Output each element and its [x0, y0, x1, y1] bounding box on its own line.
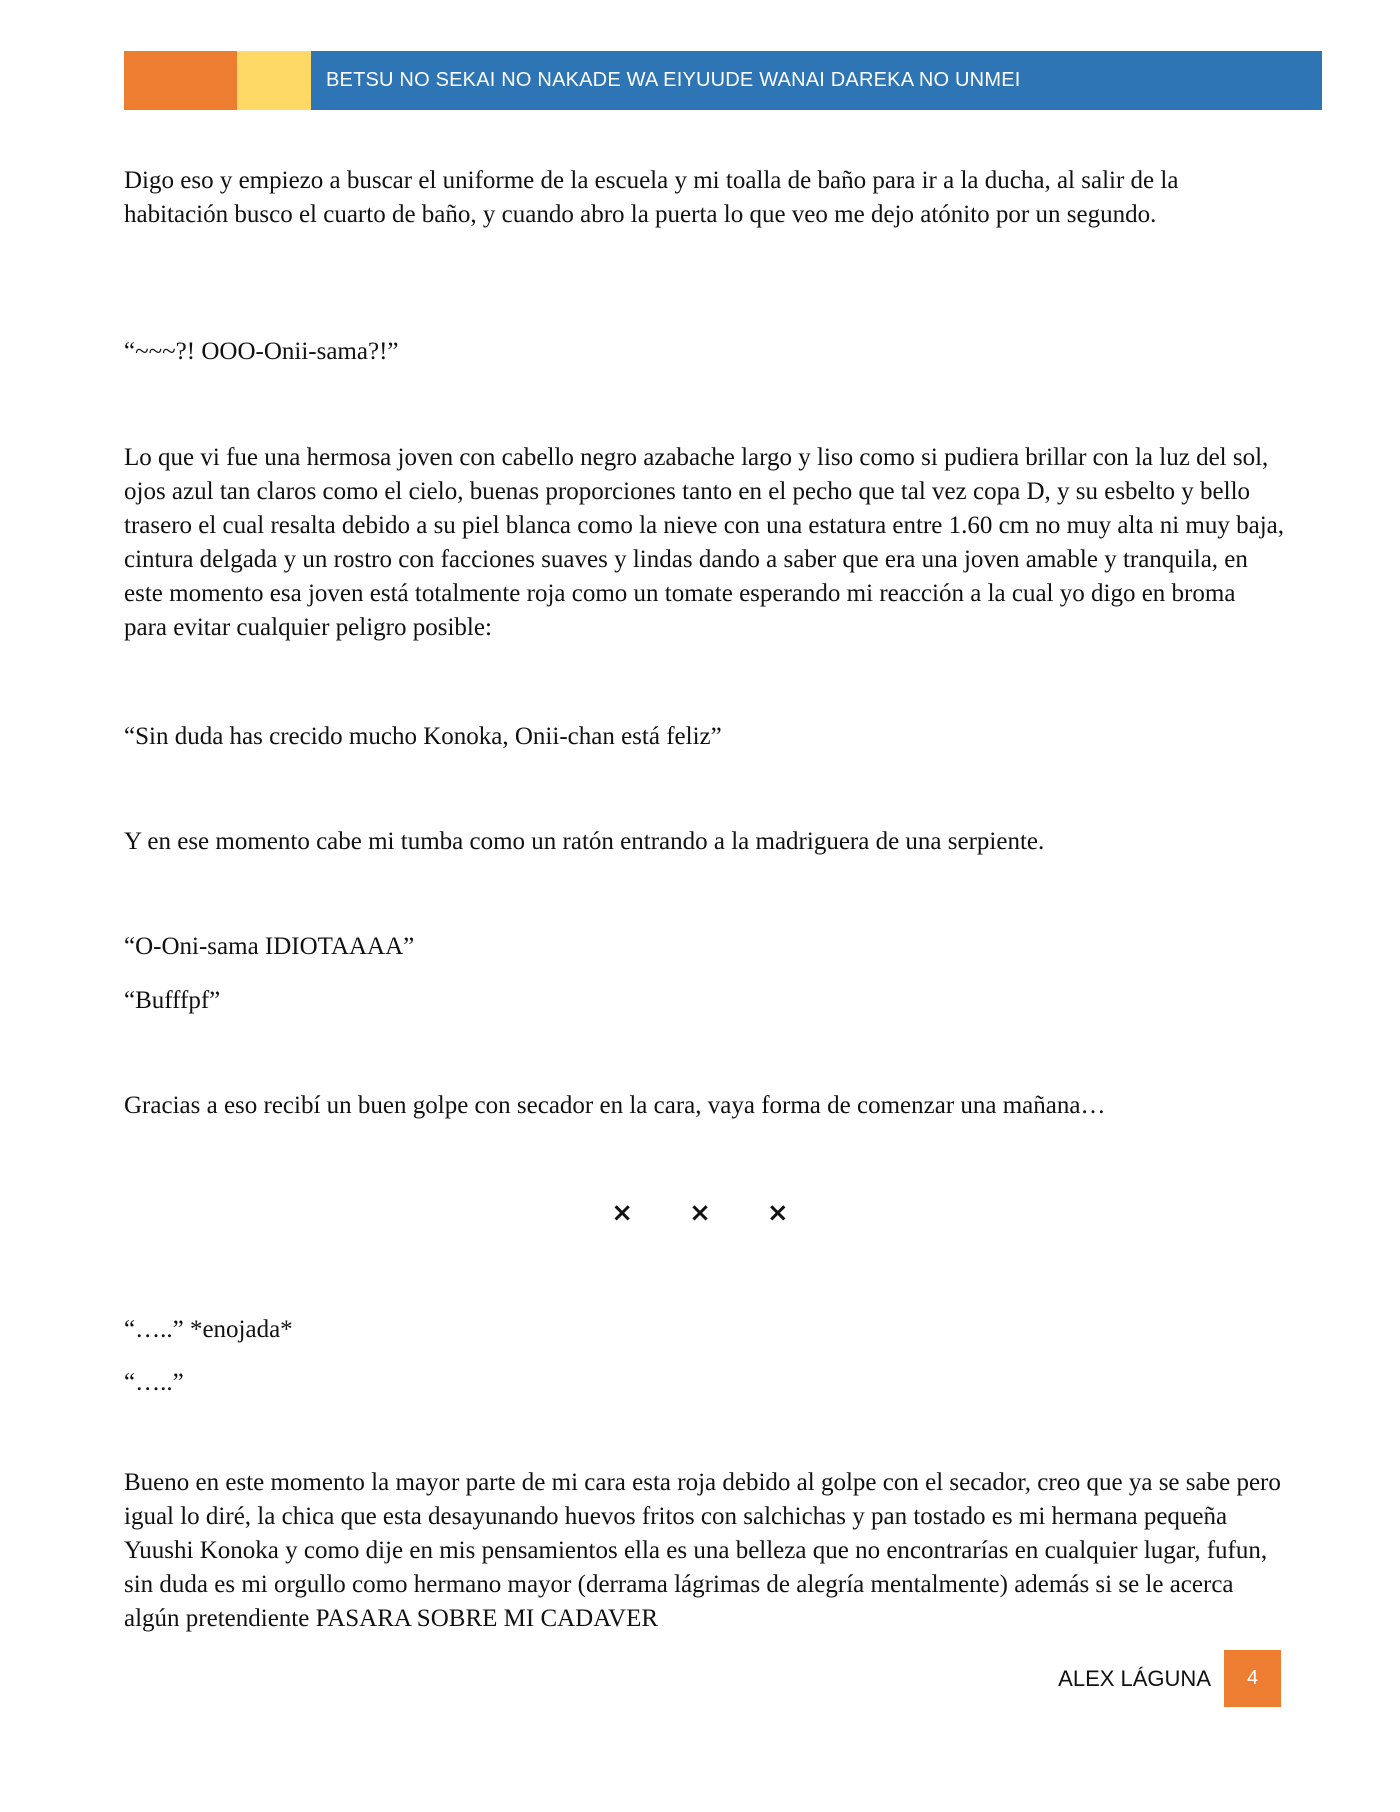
page-number: 4	[1224, 1650, 1281, 1707]
separator-mark: ×	[766, 1198, 789, 1228]
dialogue-2: “Sin duda has crecido mucho Konoka, Onii-chan está feliz”	[124, 723, 722, 750]
dialogue-1: “~~~?! OOO-Onii-sama?!”	[124, 338, 399, 365]
paragraph-1: Digo eso y empiezo a buscar el uniforme de la escuela y mi toalla de baño para ir a la ducha, al salir de la habitación busco el cuarto de baño, y cuando abro la puerta lo que veo me dejo atónito por un segundo.	[124, 167, 1179, 228]
paragraph-4: Gracias a eso recibí un buen golpe con secador en la cara, vaya forma de comenzar una mañana…	[124, 1092, 1106, 1119]
paragraph-2: Lo que vi fue una hermosa joven con cabello negro azabache largo y liso como si pudiera brillar con la luz del sol, ojos azul tan claros como el cielo, buenas proporciones tanto en el pecho que tal vez copa D, y su esbelto y bello trasero el cual resalta debido a su piel blanca como la nieve con una estatura entre 1.60 cm no muy alta ni muy baja, cintura delgada y un rostro con facciones suaves y lindas dando a saber que era una joven amable y tranquila, en este momento esa joven está totalmente roja como un tomate esperando mi reacción a la cual yo digo en broma para evitar cualquier peligro posible:	[124, 444, 1284, 641]
dialogue-6: “…..”	[124, 1369, 184, 1396]
header-orange-block	[124, 51, 237, 110]
page-footer	[1058, 1650, 1281, 1707]
separator-mark: ×	[689, 1198, 711, 1228]
separator-mark: ×	[611, 1198, 634, 1228]
paragraph-5: Bueno en este momento la mayor parte de mi cara esta roja debido al golpe con el secador, creo que ya se sabe pero igual lo diré, la chica que esta desayunando huevos fritos con salchichas y pan tostado es mi hermana pequeña Yuushi Konoka y como dije en mis pensamientos ella es una belleza que no encontrarías en cualquier lugar, fufun, sin duda es mi orgullo como hermano mayor (derrama lágrimas de alegría mentalmente) además si se le acerca algún pretendiente PASARA SOBRE MI CADAVER	[124, 1469, 1281, 1632]
dialogue-4: “Bufffpf”	[124, 987, 221, 1014]
dialogue-5: “…..” *enojada*	[124, 1316, 293, 1343]
scene-separator	[0, 1198, 1400, 1228]
header-title: BETSU NO SEKAI NO NAKADE WA EIYUUDE WANAI DAREKA NO UNMEI	[311, 51, 1322, 110]
header-yellow-block	[237, 51, 311, 110]
dialogue-3: “O-Oni-sama IDIOTAAAA”	[124, 933, 415, 960]
page-header	[124, 51, 1322, 110]
footer-author: ALEX LÁGUNA	[1058, 1665, 1211, 1691]
paragraph-3: Y en ese momento cabe mi tumba como un ratón entrando a la madriguera de una serpiente.	[124, 828, 1045, 855]
